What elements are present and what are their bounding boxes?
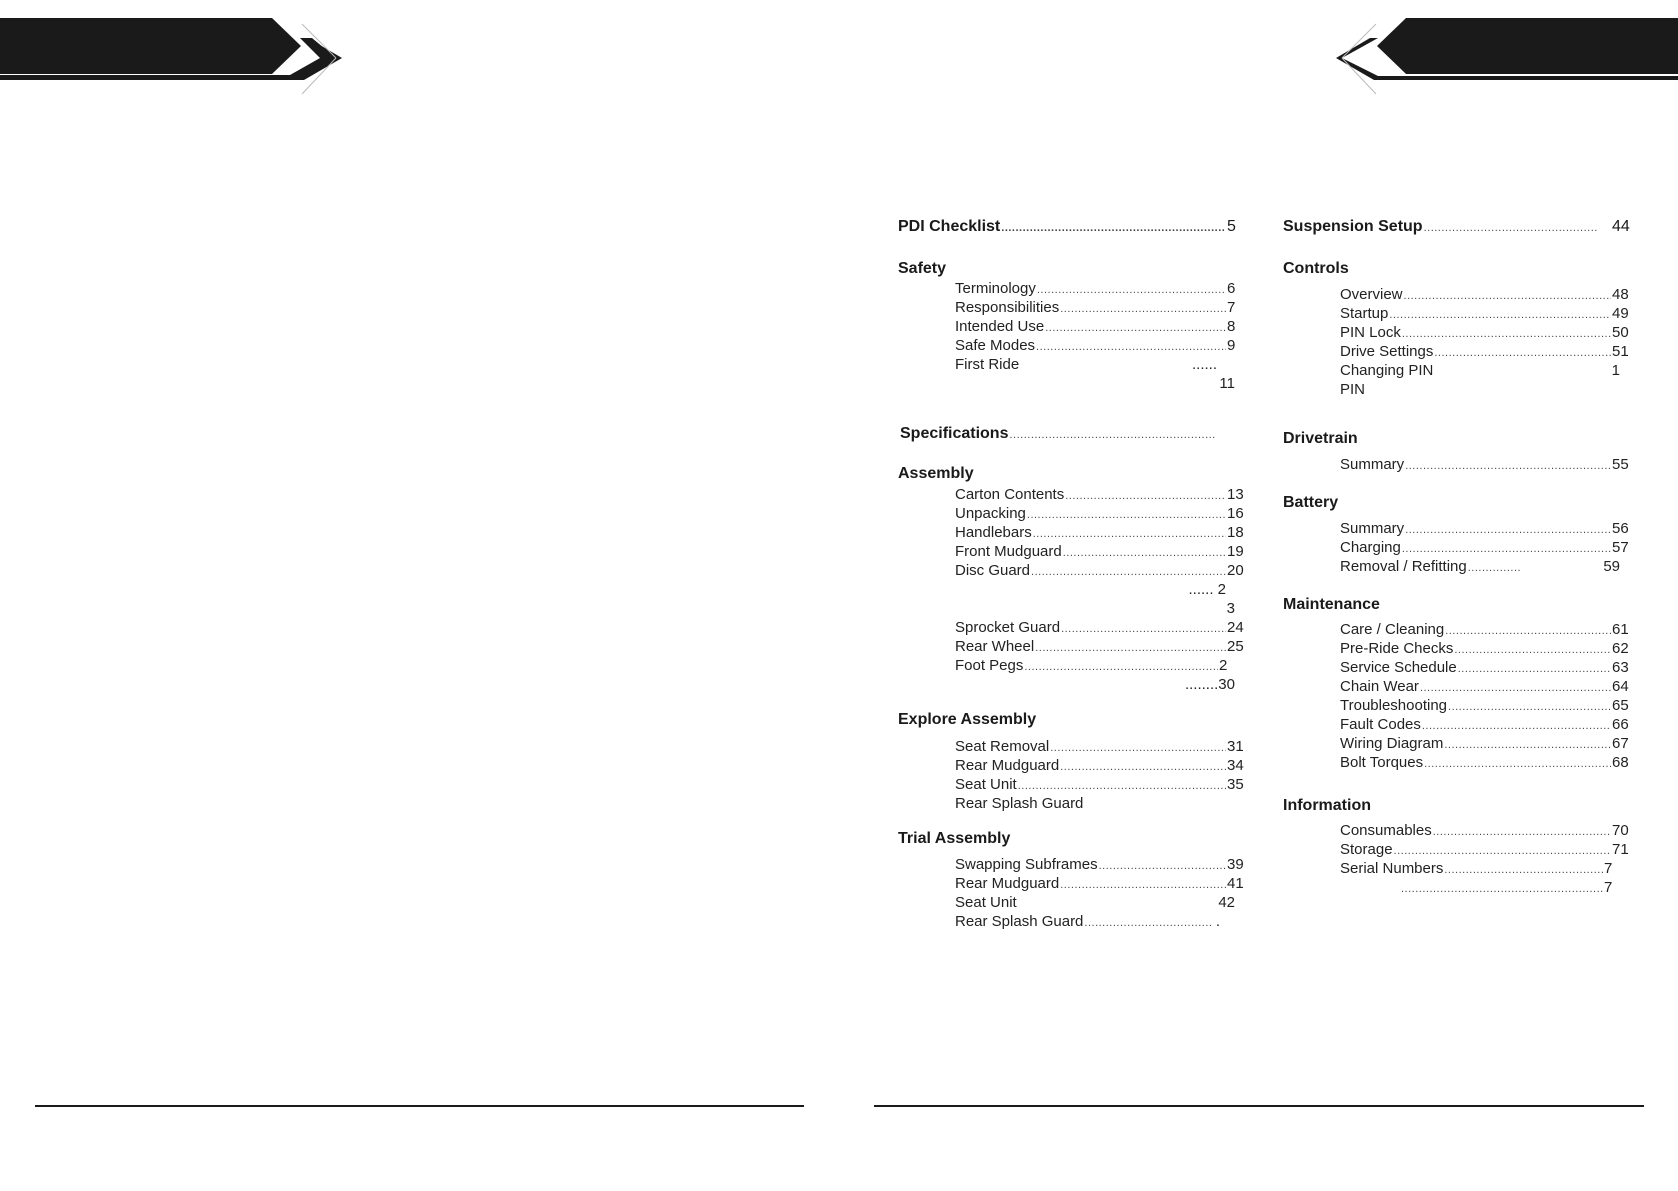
section-heading-safety: Safety bbox=[898, 260, 947, 277]
toc-label: Wiring Diagram bbox=[1340, 735, 1444, 752]
toc-label: Summary bbox=[1340, 520, 1405, 537]
dot-leader bbox=[1424, 222, 1598, 234]
dot-leader bbox=[1394, 845, 1611, 857]
dot-leader bbox=[1401, 883, 1603, 895]
toc-label: PIN bbox=[1340, 381, 1366, 398]
toc-label: Consumables bbox=[1340, 822, 1432, 839]
toc-entry[interactable] bbox=[955, 894, 1235, 913]
toc-page: 7 bbox=[1604, 879, 1613, 896]
toc-page: 56 bbox=[1612, 520, 1629, 537]
toc-label: Service Schedule bbox=[1340, 659, 1457, 676]
toc-page: 50 bbox=[1612, 324, 1629, 341]
section-heading-controls: Controls bbox=[1283, 260, 1349, 277]
toc-entry[interactable] bbox=[1400, 879, 1612, 898]
toc-page: 44 bbox=[1612, 218, 1630, 235]
dot-leader bbox=[1468, 562, 1520, 574]
dot-leader bbox=[1404, 290, 1611, 302]
toc-entry[interactable] bbox=[1340, 343, 1629, 362]
dot-leader bbox=[1424, 758, 1611, 770]
toc-label: Chain Wear bbox=[1340, 678, 1419, 695]
toc-label: Troubleshooting bbox=[1340, 697, 1448, 714]
toc-page: 41 bbox=[1227, 875, 1244, 892]
toc-page: 49 bbox=[1612, 305, 1629, 322]
toc-page: 61 bbox=[1612, 621, 1629, 638]
toc-page: 34 bbox=[1227, 757, 1244, 774]
toc-entry[interactable] bbox=[955, 619, 1244, 638]
dot-leader bbox=[1050, 742, 1226, 754]
toc-label: Swapping Subframes bbox=[955, 856, 1098, 873]
toc-entry[interactable] bbox=[1340, 286, 1629, 305]
dot-leader bbox=[1099, 860, 1226, 872]
toc-page: . bbox=[1215, 913, 1220, 930]
toc-entry[interactable] bbox=[1340, 678, 1629, 697]
toc-entry[interactable] bbox=[955, 657, 1227, 676]
toc-page: 67 bbox=[1612, 735, 1629, 752]
dot-leader bbox=[1402, 543, 1611, 555]
toc-page: 25 bbox=[1227, 638, 1244, 655]
toc-label: Disc Guard bbox=[955, 562, 1031, 579]
toc-page: 11 bbox=[1219, 375, 1235, 392]
toc-entry[interactable] bbox=[1340, 456, 1629, 475]
right-footer-rule bbox=[874, 1105, 1644, 1107]
toc-entry-pdi-checklist[interactable] bbox=[898, 218, 1235, 237]
toc-page: ...... 2 bbox=[1188, 581, 1226, 598]
toc-page: 63 bbox=[1612, 659, 1629, 676]
section-heading-information: Information bbox=[1283, 797, 1371, 814]
toc-entry[interactable] bbox=[1340, 520, 1629, 539]
toc-page: 19 bbox=[1227, 543, 1244, 560]
toc-label: Foot Pegs bbox=[955, 657, 1024, 674]
toc-page: 1 bbox=[1611, 362, 1620, 379]
toc-label: Responsibilities bbox=[955, 299, 1060, 316]
toc-label: Rear Splash Guard bbox=[955, 913, 1084, 930]
toc-page: 24 bbox=[1227, 619, 1244, 636]
toc-page: 7 bbox=[1227, 299, 1236, 316]
toc-entry[interactable] bbox=[1340, 841, 1629, 860]
toc-page: 8 bbox=[1227, 318, 1236, 335]
dot-leader bbox=[1084, 917, 1211, 929]
dot-leader bbox=[1061, 623, 1226, 635]
toc-entry[interactable] bbox=[955, 280, 1235, 299]
toc-label: Rear Mudguard bbox=[955, 757, 1060, 774]
dot-leader bbox=[1448, 701, 1611, 713]
dot-leader bbox=[1035, 642, 1226, 654]
toc-entry[interactable] bbox=[955, 913, 1220, 932]
toc-entry[interactable] bbox=[955, 505, 1244, 524]
toc-entry[interactable] bbox=[955, 543, 1244, 562]
toc-label: Drive Settings bbox=[1340, 343, 1434, 360]
toc-label: Front Mudguard bbox=[955, 543, 1062, 560]
toc-label: Serial Numbers bbox=[1340, 860, 1444, 877]
dot-leader bbox=[1065, 490, 1226, 502]
toc-entry[interactable] bbox=[955, 337, 1235, 356]
dot-leader bbox=[1422, 720, 1611, 732]
toc-page: ...... bbox=[1191, 356, 1217, 373]
section-heading-battery: Battery bbox=[1283, 494, 1339, 511]
dot-leader bbox=[1036, 341, 1226, 353]
section-heading-explore-assembly: Explore Assembly bbox=[898, 711, 1037, 728]
dot-leader bbox=[1060, 879, 1226, 891]
toc-entry[interactable] bbox=[955, 562, 1244, 581]
toc-page: 9 bbox=[1227, 337, 1236, 354]
toc-entry[interactable] bbox=[1340, 640, 1629, 659]
section-heading-assembly: Assembly bbox=[898, 465, 974, 482]
toc-entry[interactable] bbox=[1340, 697, 1629, 716]
toc-label: Intended Use bbox=[955, 318, 1045, 335]
toc-page: 13 bbox=[1227, 486, 1244, 503]
toc-page: 70 bbox=[1612, 822, 1629, 839]
toc-label: Unpacking bbox=[955, 505, 1026, 522]
toc-label: Overview bbox=[1340, 286, 1403, 303]
toc-page: 7 bbox=[1604, 860, 1613, 877]
toc-entry[interactable] bbox=[1340, 716, 1629, 735]
section-heading-maintenance: Maintenance bbox=[1283, 596, 1380, 613]
left-header-band bbox=[0, 0, 345, 100]
toc-entry[interactable] bbox=[955, 776, 1244, 795]
dot-leader bbox=[1024, 661, 1218, 673]
toc-label: Pre-Ride Checks bbox=[1340, 640, 1454, 657]
toc-label: Removal / Refitting bbox=[1340, 558, 1467, 575]
toc-page: 16 bbox=[1227, 505, 1244, 522]
toc-page: ........30 bbox=[1184, 676, 1235, 693]
toc-page: 59 bbox=[1603, 558, 1620, 575]
toc-entry[interactable] bbox=[1340, 362, 1620, 381]
toc-entry[interactable] bbox=[955, 299, 1235, 318]
dot-leader bbox=[1445, 625, 1611, 637]
toc-entry[interactable] bbox=[955, 524, 1244, 543]
toc-page: 65 bbox=[1612, 697, 1629, 714]
toc-label: Seat Unit bbox=[955, 776, 1017, 793]
left-footer-rule bbox=[35, 1105, 804, 1107]
toc-label: Care / Cleaning bbox=[1340, 621, 1445, 638]
dot-leader bbox=[1444, 739, 1611, 751]
toc-label: Charging bbox=[1340, 539, 1401, 556]
dot-leader bbox=[1454, 644, 1611, 656]
toc-page: 20 bbox=[1227, 562, 1244, 579]
toc-entry[interactable] bbox=[1340, 558, 1620, 577]
toc-label: Rear Mudguard bbox=[955, 875, 1060, 892]
toc-entry[interactable] bbox=[955, 875, 1244, 894]
dot-leader bbox=[1001, 222, 1226, 234]
toc-page: 62 bbox=[1612, 640, 1629, 657]
dot-leader bbox=[1027, 509, 1226, 521]
toc-entry[interactable] bbox=[955, 795, 1235, 814]
dot-leader bbox=[1033, 528, 1226, 540]
toc-page: 51 bbox=[1612, 343, 1629, 360]
dot-leader bbox=[1037, 284, 1226, 296]
toc-page: 42 bbox=[1218, 894, 1235, 911]
toc-label: Handlebars bbox=[955, 524, 1032, 541]
toc-label: Changing PIN bbox=[1340, 362, 1434, 379]
toc-label: PDI Checklist bbox=[898, 218, 1001, 235]
toc-entry[interactable] bbox=[955, 856, 1244, 875]
toc-entry[interactable] bbox=[955, 318, 1235, 337]
toc-label: PIN Lock bbox=[1340, 324, 1401, 341]
toc-entry[interactable] bbox=[1340, 539, 1629, 558]
toc-entry[interactable] bbox=[1340, 659, 1629, 678]
toc-page: 71 bbox=[1612, 841, 1629, 858]
toc-label: Sprocket Guard bbox=[955, 619, 1061, 636]
section-heading-trial-assembly: Trial Assembly bbox=[898, 830, 1011, 847]
toc-entry[interactable] bbox=[955, 638, 1244, 657]
toc-entry[interactable] bbox=[1340, 621, 1629, 640]
toc-entry[interactable] bbox=[955, 486, 1244, 505]
dot-leader bbox=[1009, 429, 1216, 441]
toc-page: 55 bbox=[1612, 456, 1629, 473]
dot-leader bbox=[1045, 322, 1226, 334]
toc-page: 66 bbox=[1612, 716, 1629, 733]
toc-label: Storage bbox=[1340, 841, 1393, 858]
toc-entry[interactable] bbox=[955, 757, 1244, 776]
toc-page: 68 bbox=[1612, 754, 1629, 771]
dot-leader bbox=[1031, 566, 1226, 578]
toc-label: Seat Unit bbox=[955, 894, 1017, 911]
toc-page: 64 bbox=[1612, 678, 1629, 695]
dot-leader bbox=[1434, 347, 1611, 359]
toc-label: Bolt Torques bbox=[1340, 754, 1424, 771]
toc-entry[interactable] bbox=[1340, 822, 1629, 841]
toc-entry[interactable] bbox=[955, 738, 1244, 757]
toc-label: Terminology bbox=[955, 280, 1036, 297]
dot-leader bbox=[1060, 761, 1226, 773]
dot-leader bbox=[1060, 303, 1226, 315]
toc-page: 31 bbox=[1227, 738, 1244, 755]
dot-leader bbox=[1458, 663, 1611, 675]
toc-entry[interactable] bbox=[1340, 305, 1629, 324]
dot-leader bbox=[1389, 309, 1611, 321]
section-heading-drivetrain: Drivetrain bbox=[1283, 430, 1358, 447]
dot-leader bbox=[1063, 547, 1226, 559]
toc-label: Rear Splash Guard bbox=[955, 795, 1084, 812]
toc-label: Startup bbox=[1340, 305, 1389, 322]
toc-entry[interactable] bbox=[955, 356, 1217, 375]
toc-entry[interactable] bbox=[1340, 735, 1629, 754]
toc-page: 18 bbox=[1227, 524, 1244, 541]
toc-page: 5 bbox=[1227, 218, 1236, 235]
toc-entry-suspension-setup[interactable] bbox=[1283, 218, 1630, 237]
toc-label: Fault Codes bbox=[1340, 716, 1421, 733]
toc-page: 39 bbox=[1227, 856, 1244, 873]
toc-label: Rear Wheel bbox=[955, 638, 1035, 655]
dot-leader bbox=[1444, 864, 1603, 876]
toc-entry[interactable] bbox=[1340, 754, 1629, 773]
toc-label: Seat Removal bbox=[955, 738, 1050, 755]
toc-page: 57 bbox=[1612, 539, 1629, 556]
dot-leader bbox=[1402, 328, 1611, 340]
toc-entry-specifications[interactable] bbox=[900, 425, 1217, 444]
toc-entry[interactable] bbox=[1340, 860, 1612, 879]
toc-label: Carton Contents bbox=[955, 486, 1065, 503]
dot-leader bbox=[1018, 780, 1226, 792]
toc-label: Suspension Setup bbox=[1283, 218, 1423, 235]
toc-entry[interactable] bbox=[1340, 381, 1620, 400]
dot-leader bbox=[1420, 682, 1611, 694]
toc-label: Safe Modes bbox=[955, 337, 1036, 354]
toc-page: 48 bbox=[1612, 286, 1629, 303]
toc-page: 2 bbox=[1219, 657, 1228, 674]
toc-label: Specifications bbox=[900, 425, 1009, 442]
toc-label: Summary bbox=[1340, 456, 1405, 473]
dot-leader bbox=[1405, 524, 1611, 536]
toc-page: 3 bbox=[1226, 600, 1235, 617]
right-header-band bbox=[1333, 0, 1678, 100]
dot-leader bbox=[1433, 826, 1611, 838]
toc-page: 35 bbox=[1227, 776, 1244, 793]
toc-label: First Ride bbox=[955, 356, 1020, 373]
dot-leader bbox=[1405, 460, 1611, 472]
toc-entry[interactable] bbox=[1340, 324, 1629, 343]
toc-page: 6 bbox=[1227, 280, 1236, 297]
